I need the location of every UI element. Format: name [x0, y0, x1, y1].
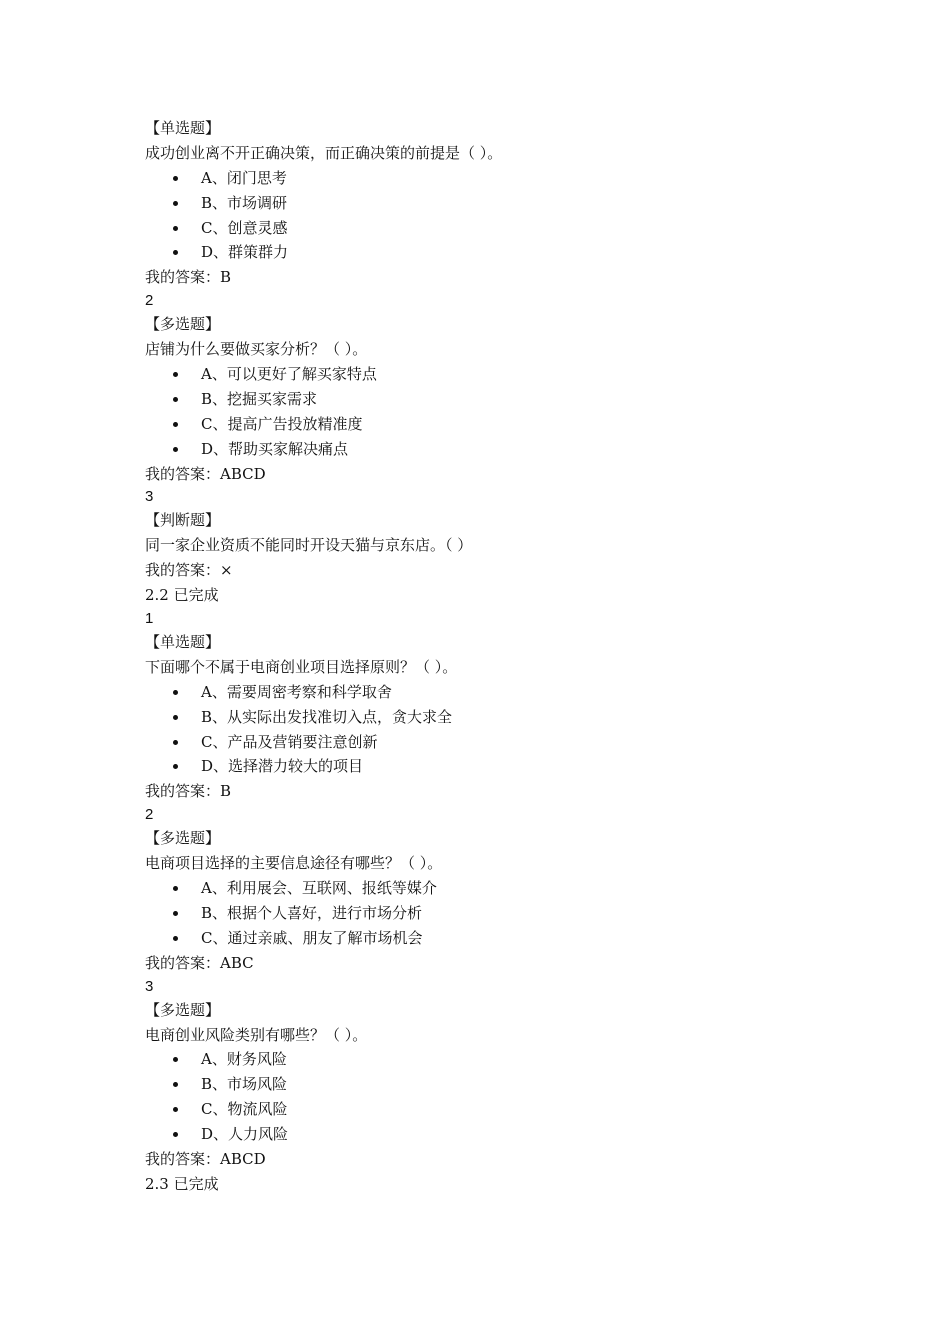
option-item: [145, 216, 845, 241]
options-list: [145, 680, 845, 780]
bullet-icon: [173, 1107, 178, 1112]
question-number: 2: [145, 806, 154, 824]
option-text: B、根据个人喜好，进行市场分析: [201, 903, 423, 922]
bullet-icon: [173, 764, 178, 769]
my-answer: 我的答案：ABC: [145, 953, 254, 972]
option-text: C、通过亲戚、朋友了解市场机会: [201, 928, 423, 947]
question-type: 【单选题】: [145, 119, 221, 137]
options-list: [145, 1047, 845, 1147]
option-text: A、利用展会、互联网、报纸等媒介: [201, 879, 437, 898]
question-number: 3: [145, 488, 154, 506]
option-text: D、群策群力: [201, 243, 289, 262]
my-answer: 我的答案：ABCD: [145, 1149, 266, 1168]
option-item: [145, 705, 845, 730]
option-item: [145, 1097, 845, 1122]
question-type: 【多选题】: [145, 829, 221, 848]
question-text: 下面哪个不属于电商创业项目选择原则？（ ）。: [145, 657, 458, 676]
option-text: B、市场风险: [201, 1075, 288, 1094]
bullet-icon: [173, 447, 178, 452]
option-text: D、帮助买家解决痛点: [201, 439, 349, 458]
bullet-icon: [173, 1132, 178, 1137]
option-item: [145, 240, 845, 265]
section-heading: 2.3 已完成: [145, 1174, 219, 1193]
bullet-icon: [173, 1057, 178, 1062]
question-type: 【单选题】: [145, 633, 221, 652]
option-item: [145, 754, 845, 779]
bullet-icon: [173, 886, 178, 891]
bullet-icon: [173, 201, 178, 206]
option-text: B、挖掘买家需求: [201, 389, 318, 408]
question-number: 3: [145, 977, 154, 995]
bullet-icon: [173, 176, 178, 181]
question-text: 电商项目选择的主要信息途径有哪些？（ ）。: [145, 854, 443, 873]
bullet-icon: [173, 226, 178, 231]
bullet-icon: [173, 936, 178, 941]
section-heading: 2.2 已完成: [145, 586, 219, 605]
bullet-icon: [173, 372, 178, 377]
option-text: C、物流风险: [201, 1100, 288, 1119]
option-text: B、市场调研: [201, 193, 288, 212]
question-type: 【多选题】: [145, 315, 221, 334]
question-text: 店铺为什么要做买家分析？（ ）。: [145, 340, 368, 359]
my-answer: 我的答案：ABCD: [145, 464, 266, 483]
bullet-icon: [173, 740, 178, 745]
option-item: [145, 362, 845, 387]
options-list: [145, 166, 845, 266]
question-text: 电商创业风险类别有哪些？（ ）。: [145, 1025, 368, 1044]
bullet-icon: [173, 715, 178, 720]
option-item: [145, 926, 845, 951]
bullet-icon: [173, 422, 178, 427]
question-type: 【多选题】: [145, 1000, 221, 1019]
option-text: C、提高广告投放精准度: [201, 414, 363, 433]
option-item: [145, 730, 845, 755]
question-text: 成功创业离不开正确决策，而正确决策的前提是（ ）。: [145, 143, 503, 162]
bullet-icon: [173, 250, 178, 255]
option-item: [145, 412, 845, 437]
document-page: [145, 116, 845, 1197]
option-text: A、需要周密考察和科学取舍: [201, 682, 392, 701]
question-type: 【判断题】: [145, 511, 221, 530]
question-number: 2: [145, 292, 154, 310]
bullet-icon: [173, 690, 178, 695]
option-item: [145, 166, 845, 191]
option-item: [145, 387, 845, 412]
my-answer: 我的答案：×: [145, 561, 233, 580]
my-answer: 我的答案：B: [145, 782, 232, 801]
option-item: [145, 1072, 845, 1097]
option-item: [145, 876, 845, 901]
options-list: [145, 362, 845, 462]
bullet-icon: [173, 1082, 178, 1087]
option-item: [145, 901, 845, 926]
bullet-icon: [173, 397, 178, 402]
option-text: A、闭门思考: [201, 168, 287, 187]
option-item: [145, 680, 845, 705]
options-list: [145, 876, 845, 951]
my-answer: 我的答案：B: [145, 268, 232, 287]
option-text: A、财务风险: [201, 1050, 287, 1069]
option-item: [145, 1047, 845, 1072]
bullet-icon: [173, 911, 178, 916]
option-text: A、可以更好了解买家特点: [201, 365, 377, 384]
option-text: C、产品及营销要注意创新: [201, 732, 378, 751]
option-item: [145, 437, 845, 462]
option-text: C、创意灵感: [201, 218, 288, 237]
option-item: [145, 191, 845, 216]
question-text: 同一家企业资质不能同时开设天猫与京东店。（ ）: [145, 536, 473, 555]
option-item: [145, 1122, 845, 1147]
option-text: D、选择潜力较大的项目: [201, 757, 364, 776]
option-text: B、从实际出发找准切入点，贪大求全: [201, 707, 453, 726]
option-text: D、人力风险: [201, 1125, 289, 1144]
question-number: 1: [145, 610, 154, 628]
